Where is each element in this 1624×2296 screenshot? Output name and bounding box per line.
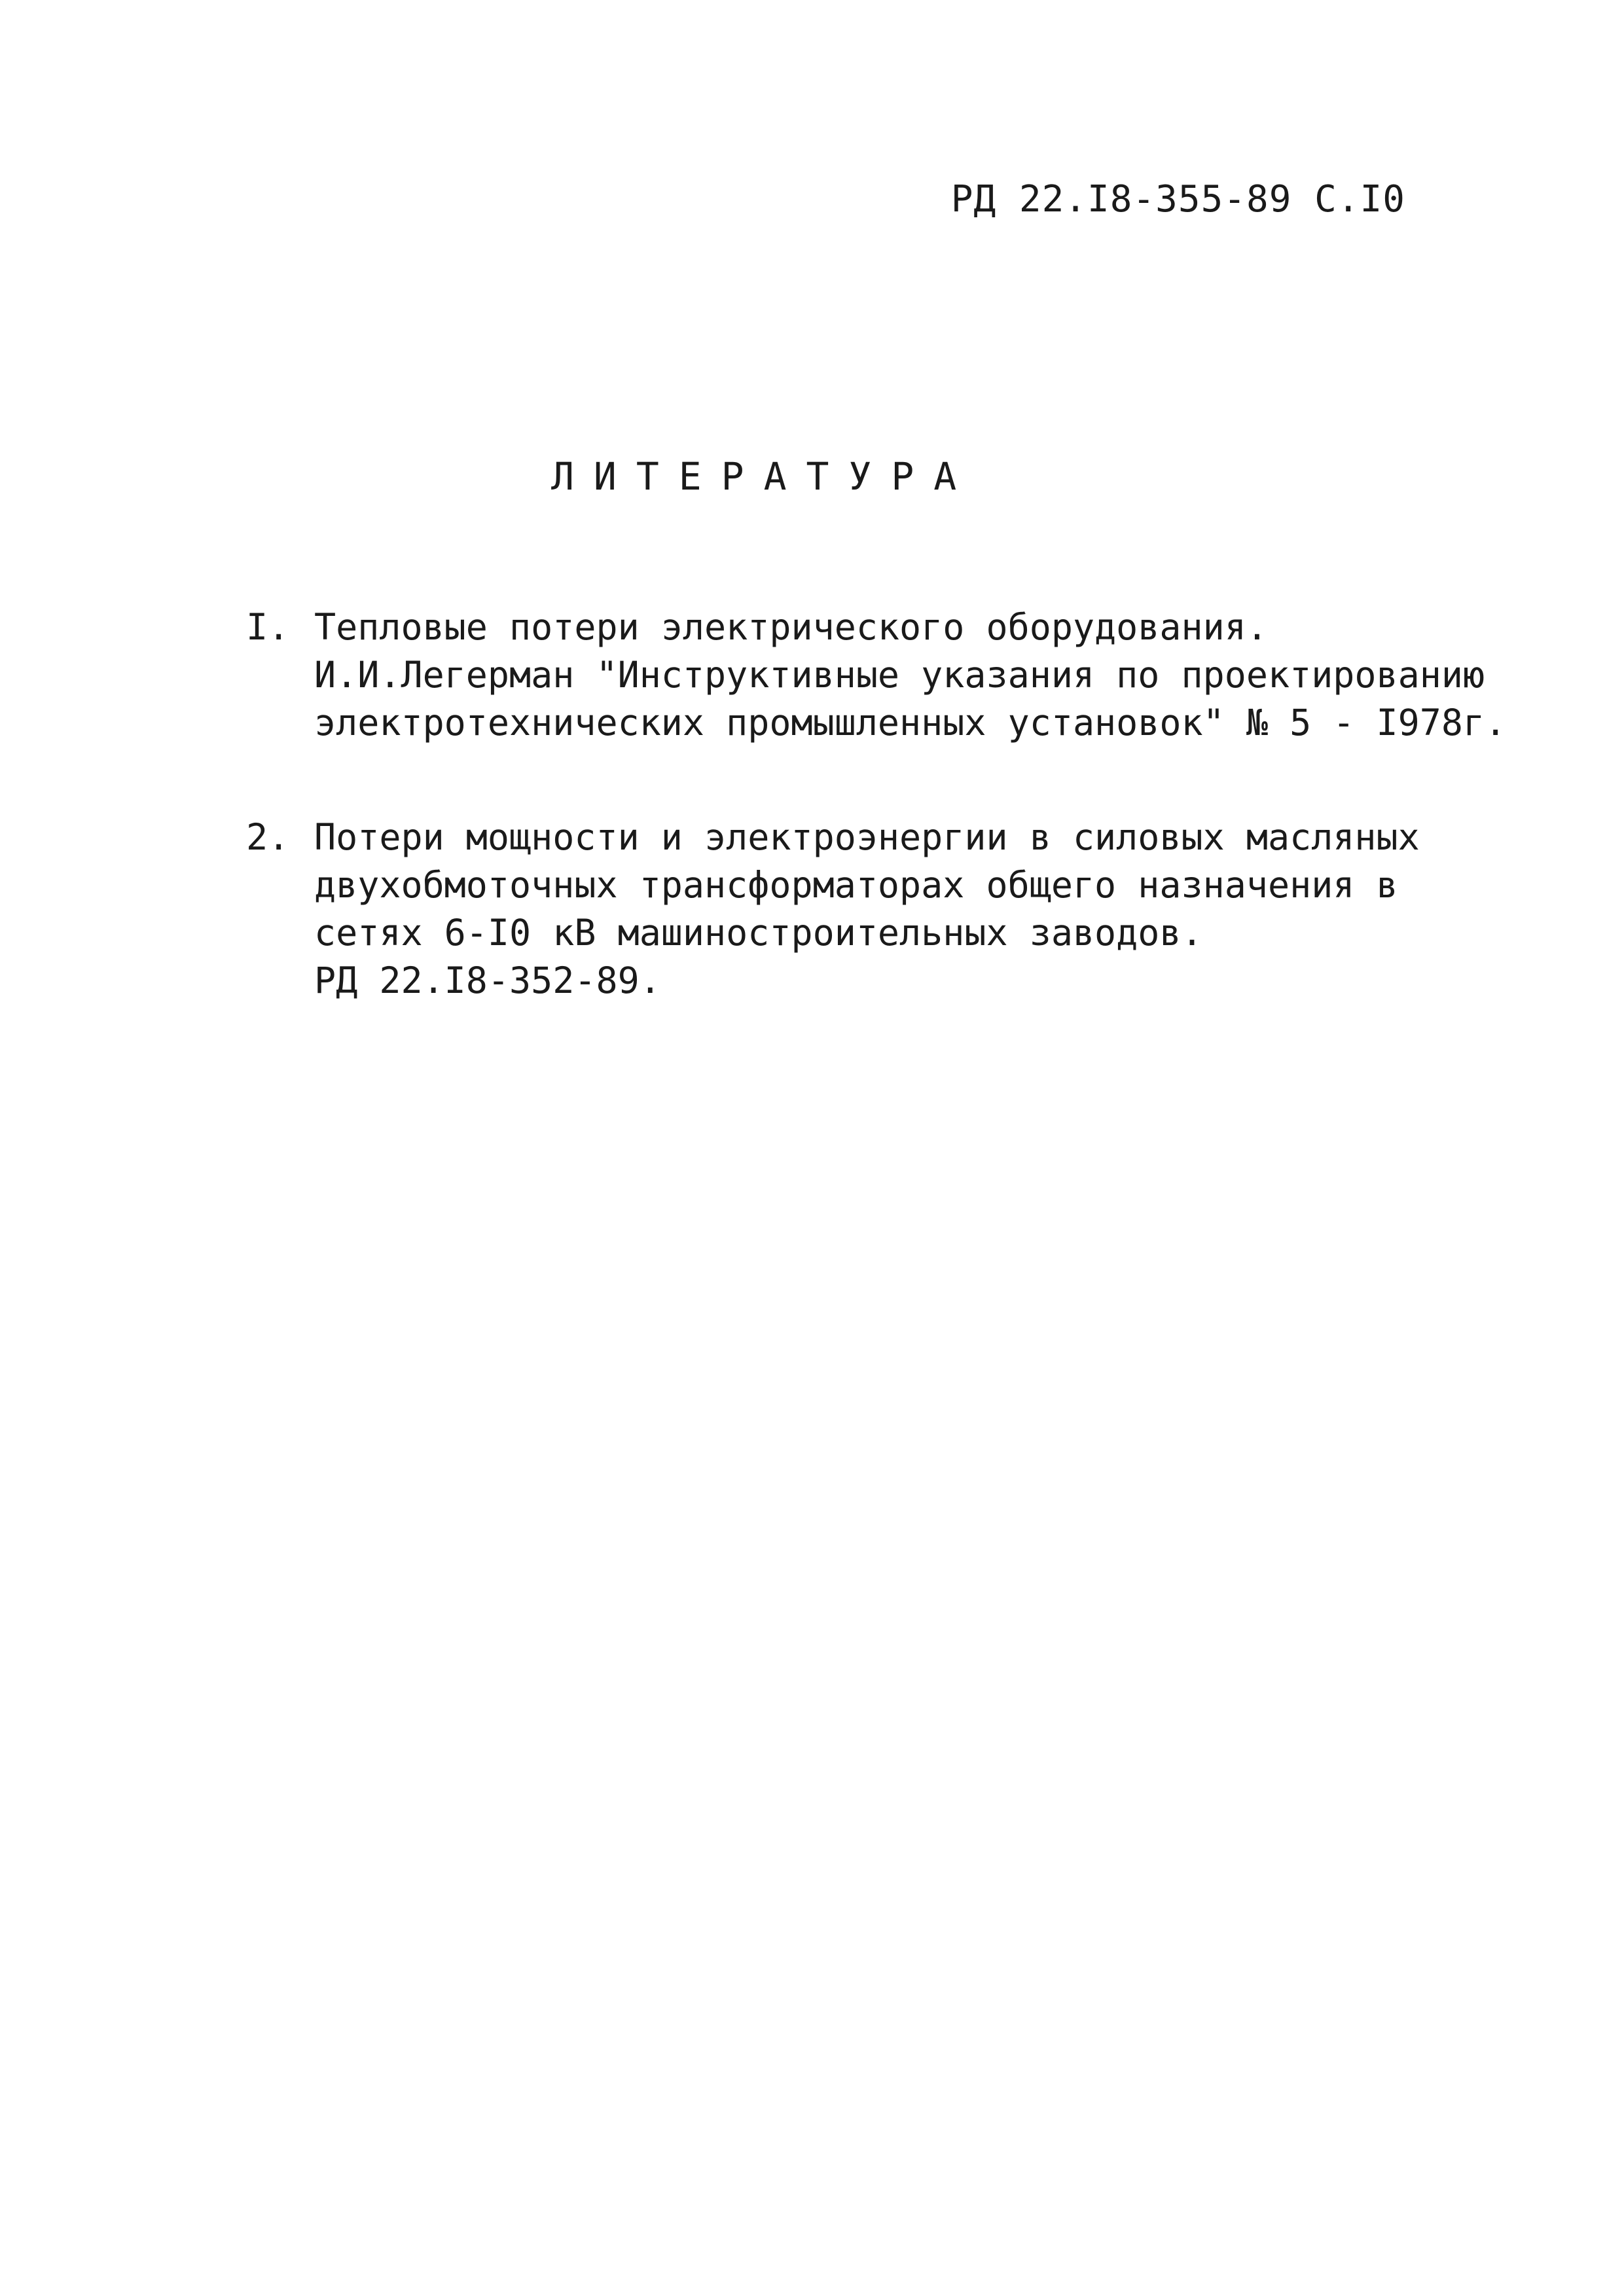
reference-item-2 xyxy=(246,814,1437,1005)
reference-line: И.И.Легерман "Инструктивные указания по проектированию xyxy=(314,654,1485,696)
references-list xyxy=(246,603,1507,1005)
reference-line: сетях 6-I0 кВ машиностроительных заводов. xyxy=(314,912,1203,954)
reference-item-1 xyxy=(246,603,1507,747)
reference-line: двухобмоточных трансформаторах общего назначения в xyxy=(314,864,1398,906)
reference-number: 2. xyxy=(246,816,290,858)
reference-line: Потери мощности и электроэнергии в силовых масляных xyxy=(314,816,1420,858)
page-header-document-code: РД 22.I8-355-89 С.I0 xyxy=(950,178,1405,221)
reference-line: РД 22.I8-352-89. xyxy=(314,960,661,1001)
section-title: ЛИТЕРАТУРА xyxy=(551,454,977,499)
reference-number: I. xyxy=(246,606,290,648)
reference-line: Тепловые потери электрического оборудования. xyxy=(314,606,1268,648)
reference-line: электротехнических промышленных установок" № 5 - I978г. xyxy=(314,702,1507,744)
